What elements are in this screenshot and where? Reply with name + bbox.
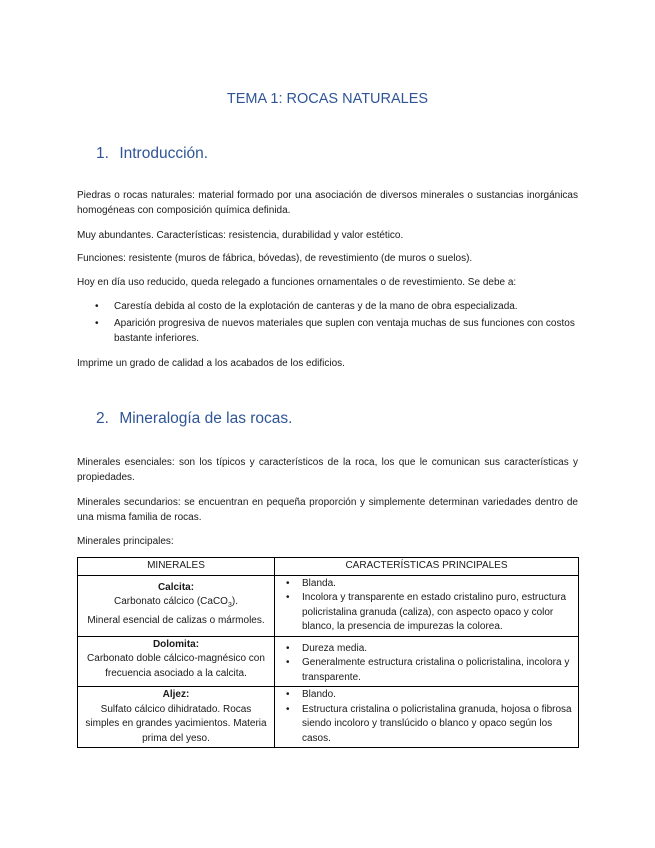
paragraph-characteristics: Muy abundantes. Características: resistencia, durabilidad y valor estético. <box>77 230 404 241</box>
paragraph-definition: Piedras o rocas naturales: material formado por una asociación de diversos minerales o sustancias inorgánicas homogéneas con composición química definida. <box>77 190 578 216</box>
column-header: MINERALES <box>78 558 275 576</box>
list-item: • Blanda. <box>280 577 573 592</box>
mineral-name: Aljez: <box>162 689 190 700</box>
mineral-cell <box>78 687 275 748</box>
column-header: CARACTERÍSTICAS PRINCIPALES <box>275 558 579 576</box>
mineral-formula: Carbonato cálcico (CaCO$_3$). <box>114 596 238 609</box>
list-item: • Blando. <box>280 688 573 703</box>
page-title: TEMA 1: ROCAS NATURALES <box>226 91 429 107</box>
paragraph-quality: Imprime un grado de calidad a los acabados de los edificios. <box>77 358 345 369</box>
table-header-row <box>78 558 579 576</box>
mineral-description: Mineral esencial de calizas o mármoles. <box>87 614 265 626</box>
list-item: • Incolora y transparente en estado cristalino puro, estructura policristalina granuda (caliza), con aspecto opaco y color blanco, la presencia de impurezas la colorea. <box>280 591 573 635</box>
mineral-description: Sulfato cálcico dihidratado. Rocas simples en grandes yacimientos. Materia prima del yeso. <box>85 703 267 744</box>
list-item: • Carestía debida al costo de la explotación de canteras y de la mano de obra especializada. <box>77 299 578 314</box>
characteristics-cell <box>275 636 579 687</box>
paragraph-essential-minerals: Minerales esenciales: son los típicos y característicos de la roca, los que le comunican sus características y propiedades. <box>77 457 578 483</box>
paragraph-main-minerals: Minerales principales: <box>77 536 174 547</box>
list-item: • Dureza media. <box>280 642 573 657</box>
section-heading-mineralogia <box>96 410 292 428</box>
paragraph-secondary-minerals: Minerales secundarios: se encuentran en pequeña proporción y simplemente determinan variedades dentro de una misma familia de rocas. <box>77 497 578 523</box>
section-title: Introducción. <box>119 145 209 162</box>
paragraph-functions: Funciones: resistente (muros de fábrica, bóvedas), de revestimiento (de muros o suelos). <box>77 253 473 264</box>
list-item: • Estructura cristalina o policristalina granuda, hojosa o fibrosa siendo incoloro y translúcido o blanco y opaco según los casos. <box>280 703 573 747</box>
list-item: • Generalmente estructura cristalina o policristalina, incolora y transparente. <box>280 656 573 685</box>
mineral-description: Carbonato doble cálcico-magnésico con frecuencia asociado a la calcita. <box>87 653 265 679</box>
paragraph-current-use: Hoy en día uso reducido, queda relegado a funciones ornamentales o de revestimiento. Se debe a: <box>77 277 517 288</box>
list-item: • Aparición progresiva de nuevos materiales que suplen con ventaja muchas de sus funciones con costos bastante inferiores. <box>77 316 578 346</box>
table-row <box>78 687 579 748</box>
table-row <box>78 575 579 636</box>
section-heading-introduccion <box>96 145 208 163</box>
mineral-name: Dolomita: <box>152 638 200 650</box>
mineral-name: Calcita: <box>157 581 195 593</box>
characteristics-cell <box>275 575 579 636</box>
section-title: Mineralogía de las rocas. <box>119 410 293 427</box>
table-row <box>78 636 579 687</box>
section-number: 1. <box>96 145 109 162</box>
characteristics-cell <box>275 687 579 748</box>
minerals-table <box>77 557 579 748</box>
reasons-list <box>77 299 578 348</box>
section-number: 2. <box>96 410 109 427</box>
mineral-cell <box>78 636 275 687</box>
mineral-cell <box>78 575 275 636</box>
